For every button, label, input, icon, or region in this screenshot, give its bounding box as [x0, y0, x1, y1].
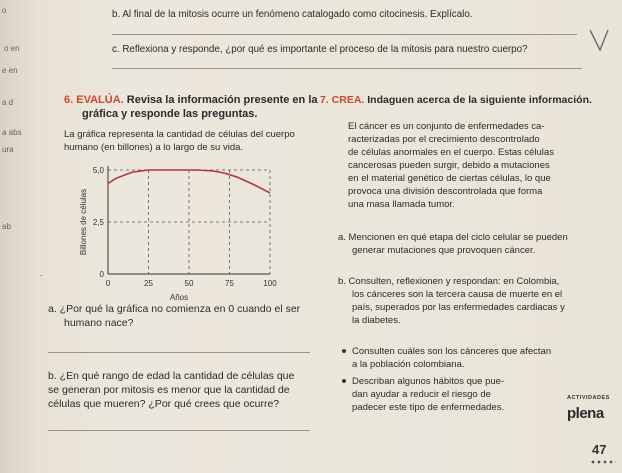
bullet-2-line2: dan ayudar a reducir el riesgo de: [352, 389, 491, 400]
chart-intro-line1: La gráfica representa la cantidad de células del cuerpo: [64, 129, 295, 140]
question-7b-line1: b. Consulten, reflexionen y respondan: en Colombia,: [338, 276, 560, 287]
x-tick-label: 25: [144, 279, 153, 288]
question-6b-line2: se generan por mitosis es menor que la cantidad de: [48, 384, 290, 396]
answer-line: [112, 68, 582, 69]
answer-line: [48, 430, 310, 431]
question-b-text: b. Al final de la mitosis ocurre un fenómeno catalogado como citocinesis. Explícalo.: [112, 9, 473, 20]
plena-activity-logo: [563, 397, 619, 425]
bullet-1-line1: [342, 346, 551, 358]
question-c-text: c. Reflexiona y responde, ¿por qué es importante el proceso de la mitosis para nuestro cuerpo?: [112, 44, 528, 55]
bullet-2-line1: [342, 376, 504, 388]
section-7-heading-text: 7. CREA. Indaguen acerca de la siguiente información.: [320, 94, 592, 106]
bullet-icon: [342, 379, 346, 383]
y-tick-label: 5,0: [92, 166, 104, 175]
question-7b-line2: los cánceres son la tercera causa de muerte en el: [352, 289, 563, 300]
question-6b-line1: b. ¿En qué rango de edad la cantidad de células que: [48, 370, 295, 382]
margin-fragment: a d: [2, 98, 14, 107]
section-7-heading: [320, 94, 592, 107]
pen-mark-icon: [588, 28, 612, 54]
y-tick-label: 0: [99, 270, 104, 279]
question-7b-line4: la diabetes.: [352, 315, 401, 326]
evalua-keyword: 6. EVALÚA.: [64, 94, 124, 106]
x-tick-label: 100: [263, 279, 277, 288]
answer-line: [112, 34, 577, 35]
x-axis-label: Años: [169, 293, 189, 302]
cancer-info-line2: racterizadas por el crecimiento descontrolado: [348, 134, 540, 145]
margin-fragment: a abs: [2, 128, 22, 137]
crea-keyword: 7. CREA.: [320, 94, 365, 106]
margin-fragment: .: [40, 268, 43, 279]
page-dots: [590, 460, 616, 464]
cells-line-chart: [60, 158, 290, 306]
margin-fragment: ab: [2, 222, 11, 231]
y-axis-label: Billones de células: [79, 188, 88, 256]
x-tick-label: 0: [105, 279, 111, 288]
x-tick-label: 75: [225, 279, 234, 288]
page-number: 47: [592, 442, 607, 457]
question-6a-line1: a. ¿Por qué la gráfica no comienza en 0 cuando el ser: [48, 303, 301, 315]
cancer-info-line6: provoca una división descontrolada que forma: [348, 186, 543, 197]
logo-badge: ACTIVIDADES: [567, 395, 610, 401]
question-7b-line3: país, superados por las enfermedades cardiacas y: [352, 302, 565, 313]
cancer-info-line4: cancerosas pueden surgir, debido a mutaciones: [348, 160, 550, 171]
y-tick-label: 2,5: [92, 218, 104, 227]
cancer-info-line1: El cáncer es un conjunto de enfermedades ca-: [348, 121, 545, 132]
question-7a-line2: generar mutaciones que provoquen cáncer.: [352, 245, 536, 256]
margin-fragment: o: [2, 6, 7, 15]
question-6b-line3: células que mueren? ¿Por qué crees que ocurre?: [48, 398, 280, 410]
bullet-2-line3: padecer este tipo de enfermedades.: [352, 402, 505, 413]
section-6-heading-line2: gráfica y responde las preguntas.: [82, 108, 258, 120]
bullet-1-line2: a la población colombiana.: [352, 359, 465, 370]
bullet-1-text: Consulten cuáles son los cánceres que afectan: [352, 346, 552, 357]
cancer-info-line7: una masa llamada tumor.: [348, 199, 455, 210]
question-6a-line2: humano nace?: [64, 317, 134, 329]
margin-fragment: ura: [2, 145, 14, 154]
cancer-info-line3: de células anormales en el cuerpo. Estas células: [348, 147, 554, 158]
bullet-icon: [342, 349, 346, 353]
margin-fragment: e en: [2, 66, 18, 75]
x-tick-label: 50: [184, 279, 194, 288]
logo-brand: plena: [567, 405, 604, 422]
section-6-heading-text: 6. EVALÚA. Revisa la información presente en la: [64, 94, 318, 106]
bullet-2-text: Describan algunos hábitos que pue-: [352, 376, 505, 387]
answer-line: [48, 352, 310, 353]
chart-intro-line2: humano (en billones) a lo largo de su vida.: [64, 142, 244, 153]
cancer-info-line5: en el material genético de ciertas células, lo que: [348, 173, 551, 184]
margin-fragment: o en: [4, 44, 20, 53]
question-7a-line1: a. Mencionen en qué etapa del ciclo celular se pueden: [338, 232, 568, 243]
